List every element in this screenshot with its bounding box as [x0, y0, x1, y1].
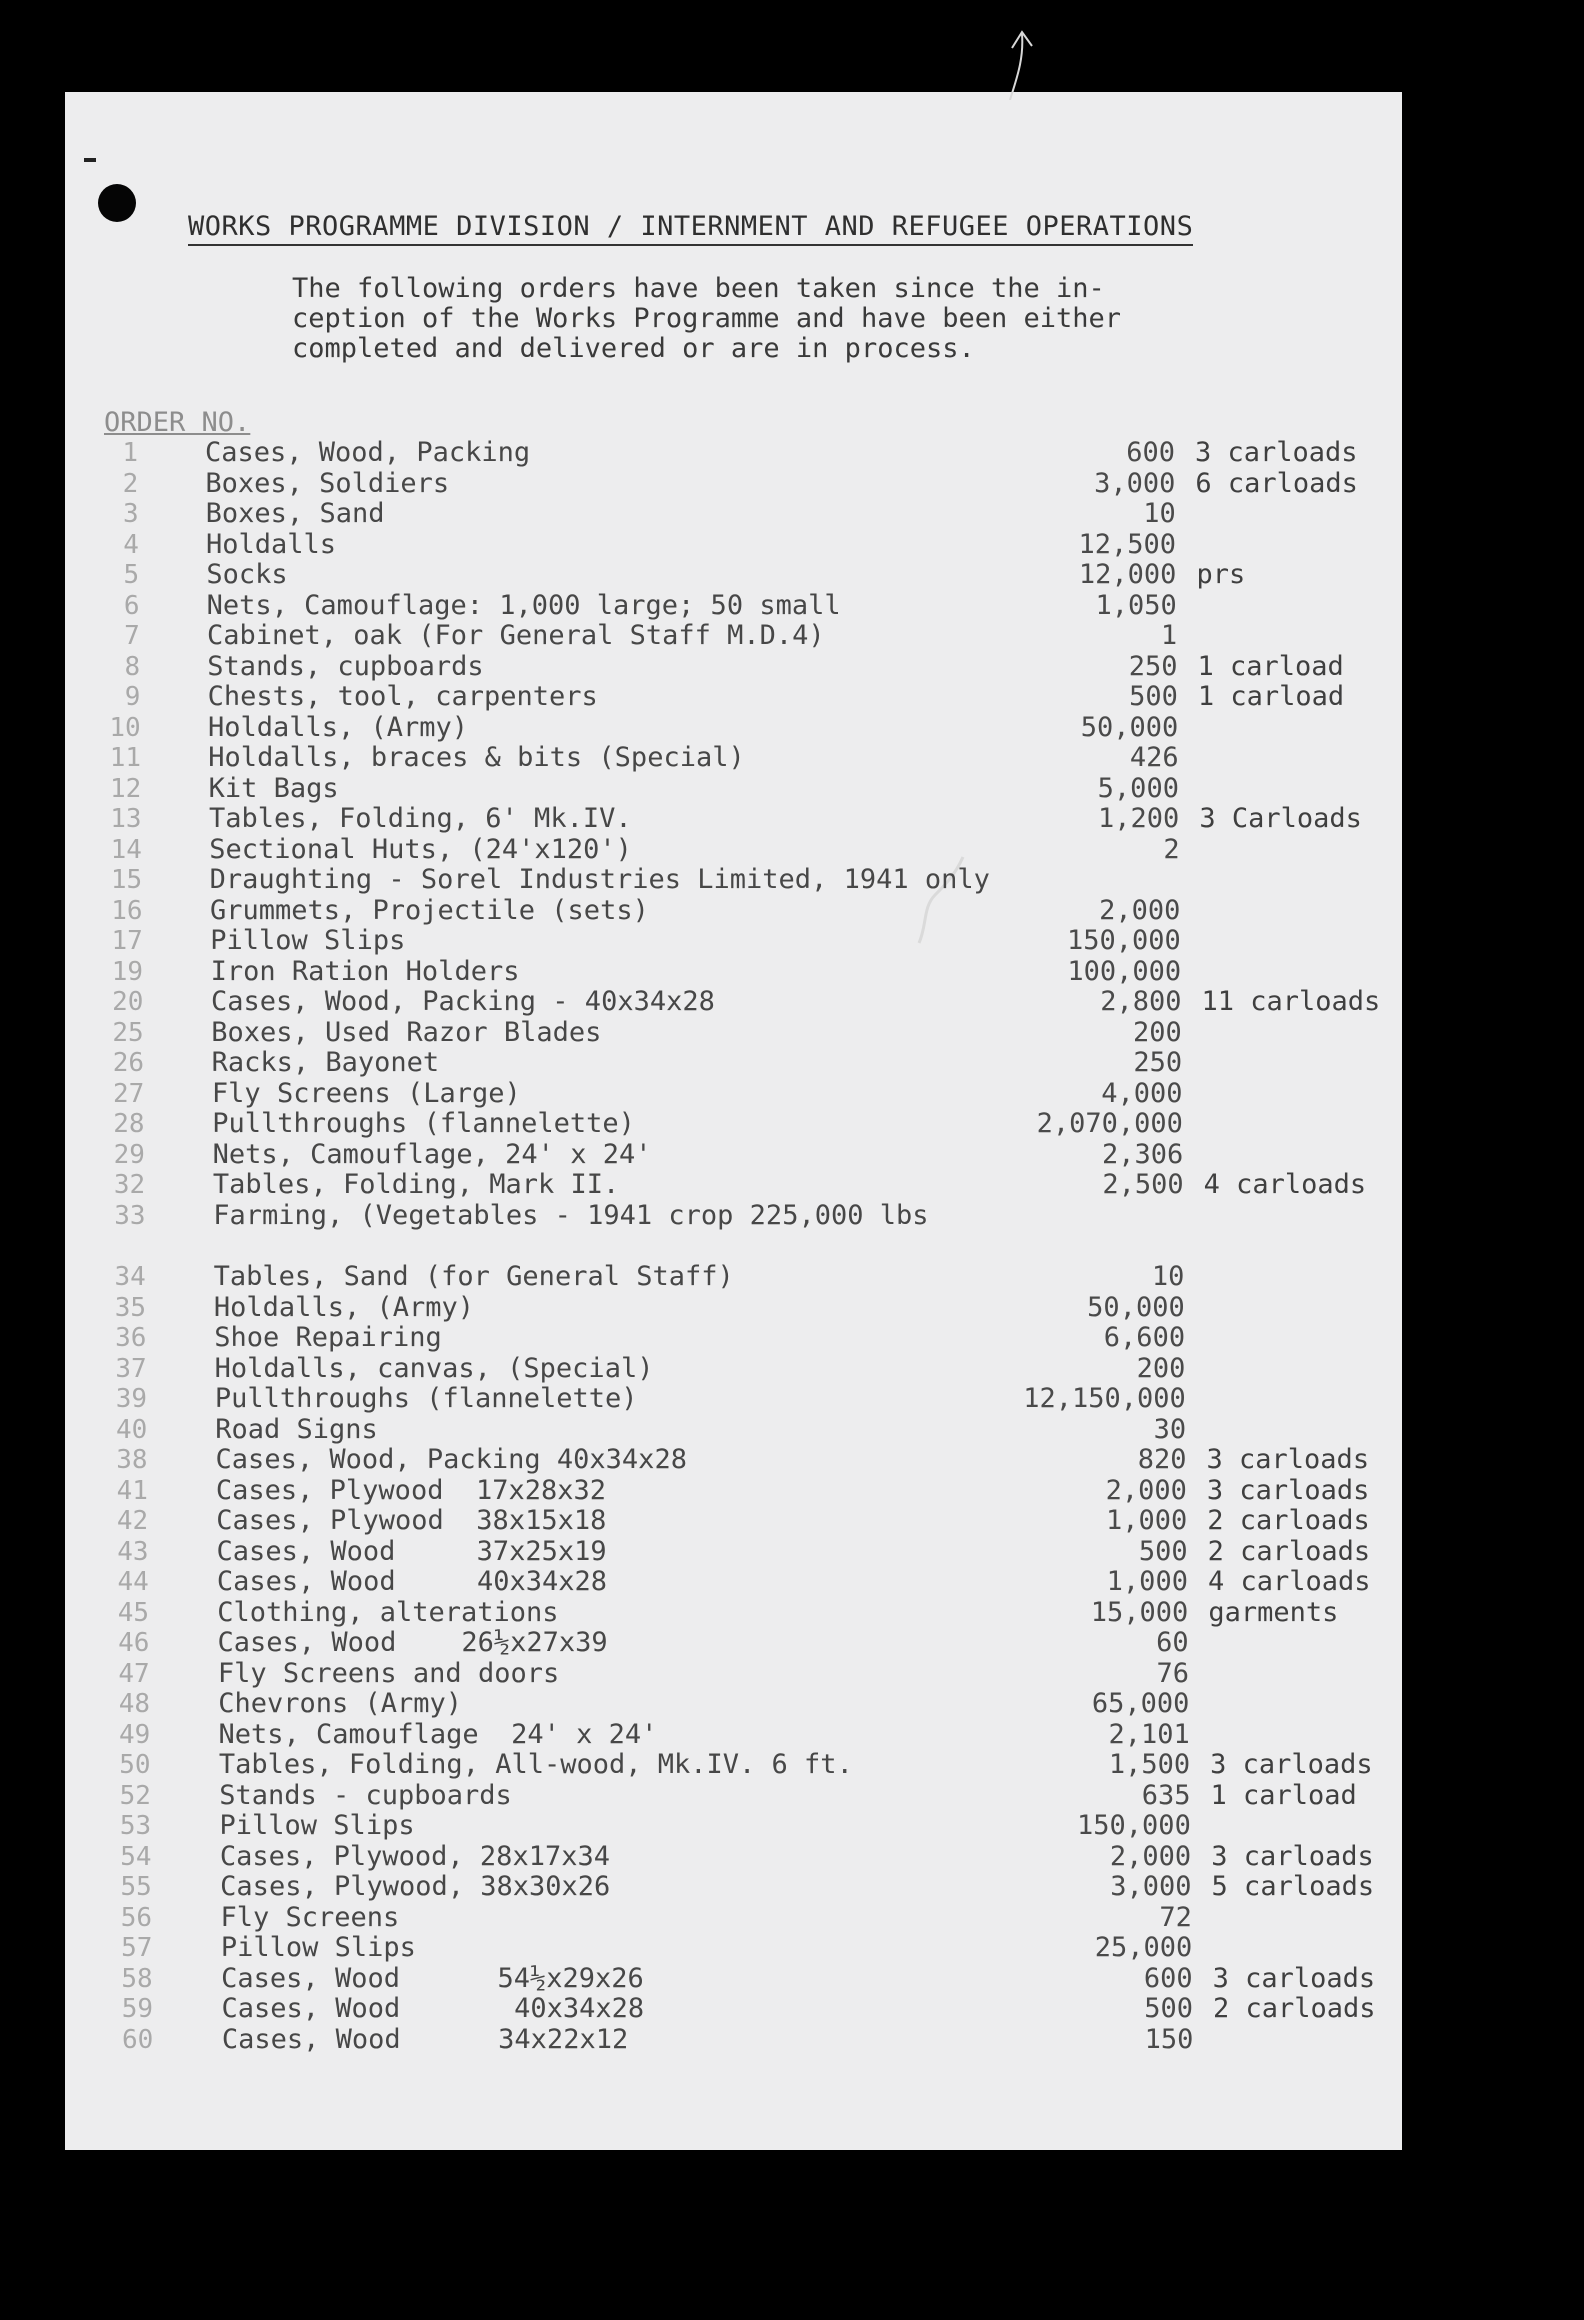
order-quantity: 2,500 [1102, 1169, 1184, 1200]
order-number: 8 [124, 651, 141, 682]
order-description: Socks [206, 559, 288, 590]
order-description: Nets, Camouflage, 24' x 24' [212, 1138, 652, 1170]
order-number: 42 [116, 1506, 149, 1536]
order-row [0, 1720, 1584, 1750]
order-number: 3 [122, 499, 139, 529]
order-row [0, 1628, 1584, 1658]
order-row [0, 1384, 1584, 1414]
order-note: 3 carloads [1210, 1749, 1373, 1780]
order-quantity: 635 [1141, 1779, 1191, 1811]
order-quantity: 50,000 [1087, 1291, 1185, 1323]
order-description: Cases, Wood 40x34x28 [221, 1993, 645, 2024]
order-row [0, 591, 1584, 621]
order-row [0, 1109, 1584, 1139]
order-row [0, 1201, 1584, 1231]
order-number: 5 [123, 560, 140, 590]
order-quantity: 72 [1159, 1901, 1192, 1933]
order-number: 50 [119, 1750, 151, 1780]
order-note: garments [1208, 1596, 1339, 1628]
order-row [0, 1872, 1584, 1902]
order-quantity: 5,000 [1097, 772, 1179, 804]
order-description: Fly Screens (Large) [211, 1077, 521, 1109]
order-quantity: 426 [1129, 742, 1179, 773]
order-number: 4 [123, 529, 139, 560]
order-row [0, 1994, 1584, 2024]
order-quantity: 500 [1138, 1535, 1188, 1567]
order-row [0, 2025, 1584, 2055]
order-description: Fly Screens and doors [217, 1657, 560, 1689]
order-description: Nets, Camouflage 24' x 24' [218, 1718, 658, 1750]
order-number: 58 [121, 1963, 153, 1994]
order-number: 2 [122, 468, 139, 499]
order-row [0, 1842, 1584, 1872]
order-row [0, 1537, 1584, 1567]
order-note: 3 Carloads [1199, 803, 1362, 834]
order-number: 49 [118, 1719, 151, 1750]
order-note: 1 carload [1197, 650, 1344, 682]
order-row [0, 1476, 1584, 1506]
order-row [0, 774, 1584, 804]
order-row [0, 1140, 1584, 1170]
order-row [0, 713, 1584, 743]
order-number: 15 [110, 865, 143, 895]
order-row [0, 438, 1584, 468]
order-quantity: 2,800 [1100, 986, 1182, 1017]
order-row [0, 1170, 1584, 1200]
order-row [0, 1964, 1584, 1994]
order-description: Cases, Wood 34x22x12 [221, 2023, 629, 2055]
order-note: 3 carloads [1206, 1444, 1370, 1475]
order-description: Cases, Plywood 38x15x18 [216, 1505, 607, 1536]
order-description: Cases, Wood 37x25x19 [216, 1535, 607, 1567]
order-row [0, 530, 1584, 560]
order-quantity: 15,000 [1090, 1596, 1189, 1628]
order-description: Road Signs [215, 1413, 378, 1445]
order-row [0, 1415, 1584, 1445]
order-number: 6 [123, 590, 140, 621]
order-row [0, 1293, 1584, 1323]
order-note: 1 carload [1210, 1779, 1357, 1811]
order-row [0, 1354, 1584, 1384]
order-note: 4 carloads [1207, 1566, 1371, 1597]
order-description: Holdalls, canvas, (Special) [214, 1352, 654, 1384]
order-description: Tables, Folding, All-wood, Mk.IV. 6 ft. [218, 1749, 853, 1780]
order-number: 46 [118, 1628, 150, 1658]
order-description: Tables, Sand (for General Staff) [213, 1261, 734, 1292]
order-number: 34 [114, 1262, 146, 1292]
order-quantity: 600 [1126, 437, 1175, 468]
order-quantity: 250 [1128, 650, 1178, 682]
order-number: 1 [122, 438, 138, 468]
order-row [0, 957, 1584, 987]
order-row [0, 926, 1584, 956]
order-description: Cases, Plywood, 38x30x26 [220, 1871, 611, 1902]
order-row [0, 1018, 1584, 1048]
order-row [0, 1506, 1584, 1536]
order-description: Fly Screens [220, 1901, 400, 1933]
order-description: Cases, Plywood 17x28x32 [215, 1474, 607, 1506]
order-quantity: 65,000 [1091, 1688, 1190, 1719]
order-note: 5 carloads [1211, 1871, 1375, 1902]
order-row [0, 1567, 1584, 1597]
order-number: 44 [117, 1567, 149, 1597]
order-number: 55 [120, 1872, 152, 1902]
order-number: 33 [114, 1200, 146, 1231]
order-row [0, 1933, 1584, 1963]
order-quantity: 1,050 [1095, 589, 1177, 621]
order-number: 43 [117, 1536, 149, 1567]
order-description: Holdalls, (Army) [213, 1291, 474, 1323]
order-row [0, 1689, 1584, 1719]
order-row [0, 469, 1584, 499]
order-number: 16 [111, 895, 143, 926]
order-number: 39 [115, 1384, 147, 1414]
order-quantity: 100,000 [1067, 955, 1182, 987]
order-row [0, 682, 1584, 712]
order-description: Draughting - Sorel Industries Limited, 1941 only [209, 864, 990, 895]
order-number: 59 [121, 1994, 153, 2024]
order-description: Sectional Huts, (24'x120') [209, 833, 632, 865]
order-description: Pullthroughs (flannelette) [212, 1108, 635, 1139]
order-description: Cases, Wood, Packing 40x34x28 [215, 1444, 687, 1475]
order-number: 20 [112, 987, 144, 1017]
order-quantity: 3,000 [1110, 1871, 1192, 1902]
order-row [0, 1048, 1584, 1078]
order-description: Pillow Slips [210, 925, 406, 956]
order-note: 3 carloads [1211, 1840, 1374, 1872]
order-quantity: 12,000 [1078, 559, 1177, 590]
order-number: 28 [113, 1109, 145, 1139]
order-quantity: 12,150,000 [1023, 1383, 1186, 1414]
order-number: 9 [124, 682, 141, 712]
order-row [0, 804, 1584, 834]
order-row [0, 1903, 1584, 1933]
order-quantity: 10 [1151, 1261, 1185, 1292]
order-quantity: 6,600 [1103, 1322, 1186, 1353]
order-quantity: 150,000 [1066, 925, 1181, 956]
order-quantity: 200 [1136, 1352, 1186, 1384]
order-description: Farming, (Vegetables - 1941 crop 225,000 lbs [213, 1199, 929, 1231]
order-number: 48 [118, 1689, 150, 1719]
order-description: Pillow Slips [220, 1932, 416, 1963]
order-number: 25 [112, 1017, 144, 1048]
order-quantity: 76 [1156, 1657, 1190, 1689]
order-quantity: 2,000 [1099, 894, 1181, 926]
order-number: 7 [124, 621, 140, 651]
order-description: Pillow Slips [219, 1810, 415, 1841]
order-quantity: 150,000 [1077, 1810, 1191, 1841]
order-row [0, 1811, 1584, 1841]
order-row [0, 1262, 1584, 1292]
order-number: 10 [109, 712, 141, 743]
order-description: Pullthroughs (flannelette) [214, 1383, 638, 1414]
order-description: Cabinet, oak (For General Staff M.D.4) [206, 620, 825, 651]
order-description: Boxes, Soldiers [205, 467, 450, 499]
order-number: 60 [121, 2024, 154, 2055]
order-quantity: 60 [1156, 1627, 1189, 1658]
order-description: Holdalls, braces & bits (Special) [208, 742, 745, 773]
order-description: Cases, Wood 54½x29x26 [221, 1962, 644, 1994]
order-number: 36 [115, 1323, 147, 1353]
order-note: 6 carloads [1195, 467, 1358, 499]
order-row [0, 835, 1584, 865]
order-description: Tables, Folding, Mark II. [212, 1169, 620, 1200]
order-number: 53 [119, 1811, 152, 1841]
order-quantity: 250 [1133, 1047, 1183, 1078]
intro-line-3: completed and delivered or are in process. [292, 333, 975, 364]
order-row [0, 865, 1584, 895]
order-quantity: 820 [1137, 1444, 1187, 1475]
order-row [0, 1079, 1584, 1109]
order-description: Boxes, Sand [205, 498, 385, 529]
order-number: 47 [118, 1658, 150, 1689]
order-number: 11 [109, 743, 141, 773]
order-description: Tables, Folding, 6' Mk.IV. [208, 803, 632, 834]
order-quantity: 500 [1144, 1993, 1193, 2024]
order-note: 4 carloads [1203, 1169, 1367, 1200]
order-number: 35 [114, 1292, 147, 1323]
intro-line-2: ception of the Works Programme and have been either [292, 303, 1122, 334]
order-number: 52 [119, 1780, 151, 1811]
order-row [0, 1598, 1584, 1628]
order-quantity: 1,200 [1098, 803, 1180, 834]
order-quantity: 2,000 [1109, 1840, 1192, 1872]
order-number: 38 [116, 1445, 148, 1475]
order-description: Holdalls [205, 528, 337, 560]
order-number: 37 [115, 1353, 147, 1384]
order-quantity: 1,500 [1108, 1749, 1191, 1780]
order-quantity: 30 [1153, 1413, 1187, 1445]
order-row [0, 743, 1584, 773]
document-heading: WORKS PROGRAMME DIVISION / INTERNMENT AND REFUGEE OPERATIONS [188, 212, 1193, 246]
order-row [0, 1750, 1584, 1780]
order-quantity: 50,000 [1080, 711, 1179, 743]
order-number: 26 [112, 1048, 144, 1078]
order-note: 11 carloads [1201, 986, 1381, 1017]
order-quantity: 2,070,000 [1036, 1108, 1183, 1139]
intro-line-1: The following orders have been taken since the in- [292, 273, 1105, 304]
order-quantity: 4,000 [1101, 1077, 1183, 1109]
order-number: 14 [110, 834, 142, 865]
order-description: Shoe Repairing [214, 1322, 442, 1353]
order-number: 29 [113, 1139, 145, 1170]
order-number: 54 [120, 1841, 152, 1872]
order-description: Nets, Camouflage: 1,000 large; 50 small [206, 589, 841, 621]
order-description: Boxes, Used Razor Blades [211, 1016, 602, 1048]
order-quantity: 150 [1144, 2023, 1194, 2055]
order-description: Stands, cupboards [207, 650, 484, 682]
order-note: 1 carload [1197, 681, 1345, 712]
order-description: Cases, Wood, Packing [205, 437, 531, 468]
order-description: Cases, Wood 40x34x28 [216, 1566, 608, 1597]
order-row [0, 987, 1584, 1017]
order-number: 41 [116, 1475, 148, 1506]
order-quantity: 25,000 [1094, 1932, 1193, 1963]
order-quantity: 1,000 [1106, 1566, 1188, 1597]
order-description: Chevrons (Army) [218, 1688, 463, 1719]
order-description: Clothing, alterations [217, 1596, 559, 1628]
order-number: 12 [109, 773, 142, 804]
order-row [0, 499, 1584, 529]
order-description: Stands - cupboards [219, 1779, 512, 1811]
order-quantity: 10 [1143, 498, 1176, 529]
order-quantity: 2,000 [1105, 1474, 1187, 1506]
order-row [0, 1781, 1584, 1811]
order-description: Holdalls, (Army) [207, 711, 469, 743]
order-description: Cases, Plywood, 28x17x34 [219, 1840, 610, 1872]
order-description: Chests, tool, carpenters [207, 681, 598, 712]
order-quantity: 500 [1129, 681, 1178, 712]
order-note: prs [1196, 559, 1246, 590]
order-row [0, 896, 1584, 926]
order-quantity: 1 [1160, 620, 1178, 651]
order-note: 3 carloads [1195, 437, 1358, 468]
order-note: 3 carloads [1212, 1962, 1376, 1994]
order-number: 40 [115, 1414, 148, 1445]
order-number: 32 [113, 1170, 146, 1200]
order-row [0, 652, 1584, 682]
order-description: Cases, Wood, Packing - 40x34x28 [210, 986, 715, 1017]
order-quantity: 2 [1163, 833, 1180, 865]
order-number: 13 [110, 804, 142, 834]
order-quantity: 200 [1133, 1016, 1182, 1048]
order-note: 2 carloads [1213, 1993, 1376, 2024]
order-number: 27 [112, 1078, 145, 1109]
order-row [0, 621, 1584, 651]
order-number: 57 [121, 1933, 153, 1963]
order-row [0, 1659, 1584, 1689]
order-quantity: 2,101 [1108, 1718, 1190, 1750]
order-quantity: 3,000 [1094, 467, 1176, 499]
order-description: Kit Bags [208, 772, 339, 804]
order-row [0, 1445, 1584, 1475]
order-description: Grummets, Projectile (sets) [209, 894, 649, 926]
order-quantity: 1,000 [1105, 1505, 1188, 1536]
order-quantity: 600 [1143, 1962, 1193, 1994]
order-row [0, 560, 1584, 590]
order-quantity: 12,500 [1078, 528, 1177, 560]
order-quantity: 2,306 [1101, 1138, 1184, 1170]
order-number: 56 [120, 1902, 153, 1933]
order-note: 3 carloads [1206, 1474, 1370, 1506]
order-description: Cases, Wood 26½x27x39 [217, 1627, 608, 1658]
order-note: 2 carloads [1207, 1535, 1371, 1567]
order-note: 2 carloads [1207, 1505, 1370, 1536]
order-description: Racks, Bayonet [211, 1047, 440, 1078]
order-number: 45 [117, 1597, 150, 1628]
order-description: Iron Ration Holders [210, 955, 520, 987]
order-number: 17 [111, 926, 143, 956]
order-number: 19 [111, 956, 144, 987]
order-row [0, 1323, 1584, 1353]
order-number-header: ORDER NO. [104, 407, 251, 438]
